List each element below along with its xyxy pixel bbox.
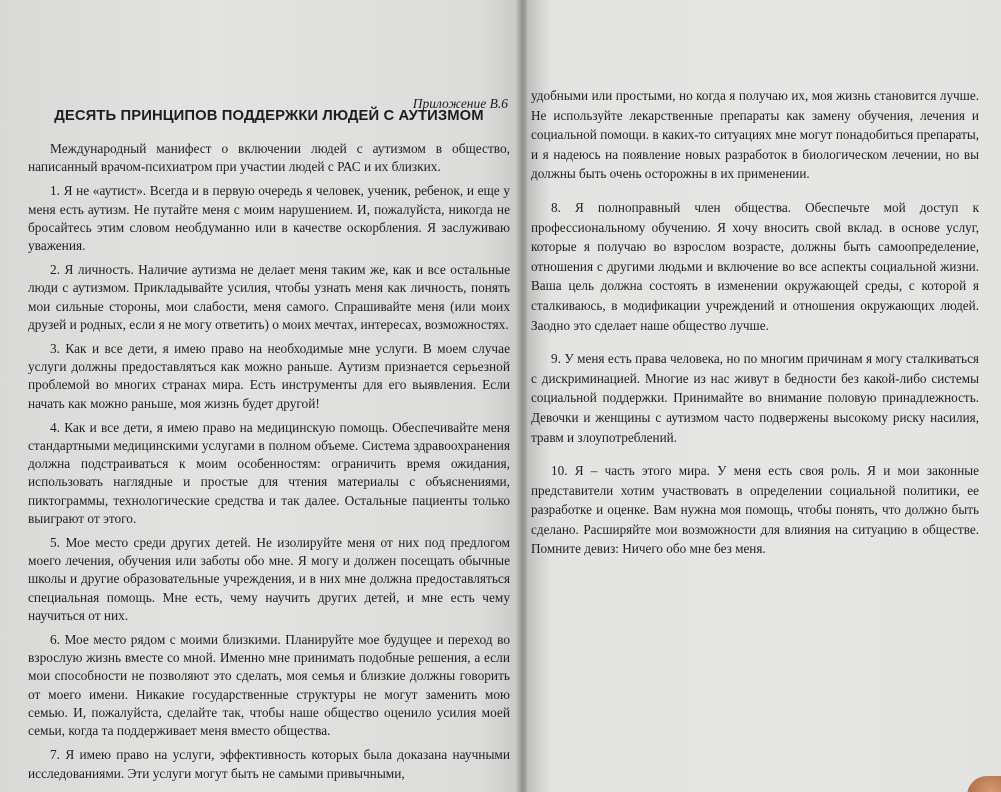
document-title: ДЕСЯТЬ ПРИНЦИПОВ ПОДДЕРЖКИ ЛЮДЕЙ С АУТИЗМОМ <box>54 108 484 124</box>
principle-2-paragraph: 2. Я личность. Наличие аутизма не делает меня таким же, как и все остальные люди с аутизмом. Прикладывайте усилия, чтобы узнать меня как личность, понять мои сильные стороны, мои слабости, меня самого. Спрашивайте меня (или моих друзей и родных, если я не могу ответить) о моих мечтах, интересах, возможностях. <box>28 262 510 332</box>
principle-6-paragraph: 6. Мое место рядом с моими близкими. Планируйте мое будущее и переход во взрослую жизнь вместе со мной. Именно мне принимать подобные решения, а если мои способности не позволяют это сделать, моя семья и близкие должны говорить от моего имени. Никакие государственные структуры не могут заменить мою семью. И, пожалуйста, сделайте так, чтобы наше общество оценило усилия моей семьи, когда та поддерживает меня вместо общества. <box>28 632 510 739</box>
thumb <box>967 776 1001 792</box>
principle-4-paragraph: 4. Как и все дети, я имею право на медицинскую помощь. Обеспечивайте меня стандартными медицинскими услугами в полном объеме. Система здравоохранения должна подстраиваться к моим особенностям: ограничить время ожидания, использовать наглядные и простые для чтения материалы с объяснениями, пиктограммы, технологические средства и так далее. Остальные пациенты только выиграют от этого. <box>28 419 510 526</box>
principle-8-paragraph: 8. Я полноправный член общества. Обеспечьте мой доступ к профессиональному обучению. Я хочу вносить свой вклад. в основе услуг, которые я получаю во взрослом возрасте, должны быть самоопределение, отношения с другими людьми и включение во все аспекты социальной жизни. Ваша цель должна состоять в изменении окружающей среды, с которой я сталкиваюсь, в модификации учреждений и отношения окружающих людей. Заодно это сделает наше общество лучше. <box>531 199 979 333</box>
principle-5-paragraph: 5. Мое место среди других детей. Не изолируйте меня от них под предлогом моего лечения, обучения или заботы обо мне. Я могу и должен посещать обычные школы и другие образовательные учреждения, и в них мне должна предоставляться специальная помощь. Мне есть, чему научить других детей, и мне есть чему научиться от них. <box>28 535 510 623</box>
principle-10-paragraph: 10. Я – часть этого мира. У меня есть своя роль. Я и мои законные представители хотим участвовать в определении социальной политики, ее разработке и оценке. Вам нужна моя помощь, чтобы понять, что должно быть сделано. Расширяйте мои возможности для влияния на ситуацию в обществе. Помните девиз: Ничего обо мне без меня. <box>531 463 979 557</box>
principle-1-paragraph: 1. Я не «аутист». Всегда и в первую очередь я человек, ученик, ребенок, и еще у меня есть аутизм. Не путайте меня с моим нарушением. И, пожалуйста, никогда не бросайтесь этим словом необдуманно или в качестве оскорбления. Я заслуживаю уважения. <box>28 183 510 254</box>
principle-7-continuation: удобными или простыми, но когда я получаю их, моя жизнь становится лучше. Не используйте лекарственные препараты как замену обучения, лечения и социальной помощи. в каких-то ситуациях мне могут понадобиться препараты, и я надеюсь на появление новых разработок в биологическом лечении, но вы должны быть очень осторожны в их применении. <box>531 88 979 182</box>
intro-paragraph: Международный манифест о включении людей с аутизмом в общество, написанный врачом-психиатром при участии людей с РАС и их близких. <box>28 141 510 175</box>
principle-7-paragraph: 7. Я имею право на услуги, эффективность которых была доказана научными исследованиями. Эти услуги могут быть не самыми привычными, <box>28 747 510 781</box>
principle-9-paragraph: 9. У меня есть права человека, но по многим причинам я могу сталкиваться с дискриминацией. Многие из нас живут в бедности без какой-либо системы социальной поддержки. Принимайте во внимание половую принадлежность. Девочки и женщины с аутизмом часто подвержены высокому риску насилия, травм и злоупотреблений. <box>531 351 979 445</box>
principle-3-paragraph: 3. Как и все дети, я имею право на необходимые мне услуги. В моем случае услуги должны предоставляться как можно раньше. Аутизм признается серьезной проблемой во многих странах мира. Есть инструменты для его выявления. Если начать как можно раньше, моя жизнь будет другой! <box>28 341 510 411</box>
right-page <box>527 0 1001 792</box>
appendix-label: Приложение В.6 <box>412 96 508 111</box>
